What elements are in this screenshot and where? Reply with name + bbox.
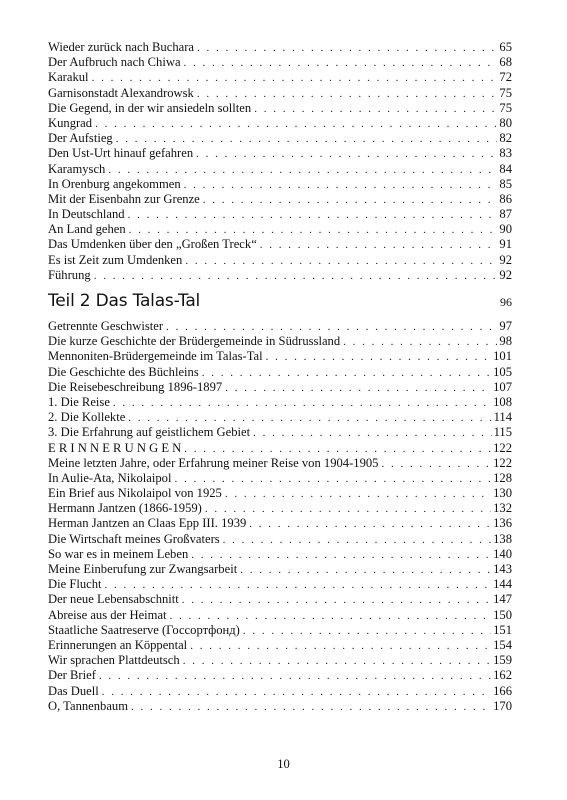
toc-entry [48,699,512,714]
toc-entry-title: Wieder zurück nach Buchara [48,40,194,54]
toc-entry-page: 128 [493,470,512,485]
toc-entry [48,501,512,516]
toc-entry-title: Meine Einberufung zur Zwangsarbeit [48,562,238,576]
toc-entry-page: 132 [493,501,512,516]
toc-entry [48,425,512,440]
dot-leader [170,609,492,624]
toc-entry [48,516,512,531]
toc-entry-page: 114 [493,410,512,425]
toc-entry-page: 107 [493,379,512,394]
toc-entry [48,70,512,85]
toc-entry-page: 91 [499,237,512,252]
toc-entry-page: 140 [493,546,512,561]
toc-entry-page: 166 [493,683,512,698]
toc-entry [48,268,512,283]
dot-leader [116,132,498,147]
dot-leader [196,147,497,162]
dot-leader [225,487,491,502]
toc-entry-title: Die Flucht [48,577,102,592]
dot-leader [240,563,491,578]
toc-entry-page: 80 [499,115,512,130]
toc-entry-page: 138 [493,531,512,546]
dot-leader [105,578,492,593]
toc-entry [48,577,512,592]
toc-entry-page: 92 [499,267,512,282]
toc-entry [48,146,512,161]
toc-entry [48,471,512,486]
toc-entry-page: 86 [499,191,512,206]
toc-entry-page: 92 [499,252,512,267]
toc-entry-title: Mennoniten-Brüdergemeinde im Talas-Tal [48,349,263,364]
toc-entry-page: 97 [499,319,512,333]
toc-entry-page: 83 [499,146,512,161]
toc-entry-title: Der Brief [48,668,96,683]
toc-entry-page: 122 [493,440,512,455]
dot-leader [95,117,497,132]
dot-leader [184,442,491,457]
toc-entry-page: 108 [493,394,512,409]
toc-entry-title: E R I N N E R U N G E N [48,440,182,455]
toc-entry-page: 151 [493,622,512,637]
toc-entry [48,486,512,501]
toc-entry-title: Getrennte Geschwister [48,319,164,333]
dot-leader [94,269,498,284]
toc-entry-title: Abreise aus der Heimat [48,607,167,622]
toc-entry-title: In Orenburg angekommen [48,176,181,191]
part-heading [48,291,512,315]
toc-entry [48,668,512,683]
toc-entry [48,349,512,364]
dot-leader [174,472,491,487]
toc-entry [48,547,512,562]
toc-entry [48,192,512,207]
toc-entry-title: Die Reisebeschreibung 1896-1897 [48,379,223,394]
toc-entry [48,86,512,101]
toc-entry [48,334,512,349]
part-page-number: 96 [500,295,512,309]
dot-leader [182,593,491,608]
toc-entry-title: Der Aufbruch nach Chiwa [48,55,181,70]
dot-leader [92,71,498,86]
toc-entry-title: Kungrad [48,115,93,130]
toc-entry-page: 154 [493,637,512,652]
toc-entry [48,653,512,668]
toc-entry [48,638,512,653]
dot-leader [184,56,498,71]
toc-entry [48,253,512,268]
dot-leader [191,548,491,563]
dot-leader [129,223,498,238]
toc-entry [48,562,512,577]
toc-entry-title: Der neue Lebensabschnitt [48,592,179,607]
toc-entry-page: 130 [493,486,512,501]
toc-entry-title: Die kurze Geschichte der Brüdergemeinde in Südrussland [48,334,341,349]
toc-entry-title: Meine letzten Jahre, oder Erfahrung meiner Reise von 1904-1905 [48,455,379,470]
toc-entry-page: 144 [493,577,512,592]
dot-leader [266,350,492,365]
toc-entry-title: Es ist Zeit zum Umdenken [48,252,183,267]
toc-entry [48,365,512,380]
toc-entry [48,410,512,425]
dot-leader [253,426,491,441]
toc-section-part1 [48,40,512,283]
toc-entry-page: 75 [499,85,512,100]
toc-entry-title: An Land gehen [48,222,126,237]
dot-leader [223,533,491,548]
toc-entry-title: Garnisonstadt Alexandrowsk [48,85,194,100]
toc-entry [48,532,512,547]
dot-leader [185,254,497,269]
toc-entry-title: In Deutschland [48,207,125,222]
toc-entry-title: Führung [48,267,91,282]
toc-entry-page: 159 [493,653,512,668]
toc-entry [48,101,512,116]
dot-leader [381,457,491,472]
dot-leader [225,381,491,396]
toc-entry [48,608,512,623]
toc-entry-title: Wir sprachen Plattdeutsch [48,653,180,668]
toc-entry-page: 147 [493,592,512,607]
dot-leader [197,87,498,102]
toc-entry-title: So war es in meinem Leben [48,546,189,561]
toc-entry-title: 3. Die Erfahrung auf geistlichem Gebiet [48,425,251,440]
dot-leader [102,685,491,700]
toc-entry-title: Herman Jantzen an Claas Epp III. 1939 [48,516,247,531]
toc-entry [48,40,512,55]
toc-entry-title: O, Tannenbaum [48,698,129,713]
toc-entry-title: Die Wirtschaft meines Großvaters [48,531,220,546]
toc-entry [48,162,512,177]
dot-leader [197,41,497,56]
dot-leader [254,102,497,117]
toc-entry-page: 87 [499,207,512,222]
toc-entry [48,222,512,237]
toc-entry-title: Die Geschichte des Büchleins [48,364,199,379]
toc-entry-title: Das Umdenken über den „Großen Treck“ [48,237,257,252]
toc-entry-page: 65 [499,40,512,54]
toc-entry [48,55,512,70]
toc-entry-page: 75 [499,100,512,115]
toc-entry [48,116,512,131]
page-number: 10 [277,757,290,771]
toc-entry [48,237,512,252]
part-title: Teil 2 Das Talas-Tal [48,291,201,311]
toc-entry-title: Das Duell [48,683,99,698]
toc-section-part2 [48,319,512,714]
dot-leader [183,654,491,669]
dot-leader [205,502,491,517]
toc-entry [48,395,512,410]
toc-entry-title: 1. Die Reise [48,394,110,409]
toc-entry [48,131,512,146]
dot-leader [128,411,491,426]
toc-entry [48,177,512,192]
toc-entry-title: Erinnerungen an Köppental [48,637,188,652]
toc-entry [48,592,512,607]
toc-entry-title: Mit der Eisenbahn zur Grenze [48,191,200,206]
dot-leader [131,700,491,715]
toc-entry [48,380,512,395]
dot-leader [249,517,491,532]
dot-leader [166,320,497,335]
dot-leader [108,163,497,178]
toc-entry-page: 150 [493,607,512,622]
toc-entry-page: 85 [499,176,512,191]
toc-entry-page: 90 [499,222,512,237]
toc-entry-page: 162 [493,668,512,683]
dot-leader [99,669,491,684]
toc-entry-page: 72 [499,70,512,85]
toc-entry-title: Hermann Jantzen (1866-1959) [48,501,202,516]
table-of-contents [48,40,512,714]
toc-entry-title: Karakul [48,70,89,85]
dot-leader [343,335,497,350]
toc-entry-title: In Aulie-Ata, Nikolaipol [48,470,172,485]
toc-entry-page: 143 [493,562,512,576]
toc-entry-page: 98 [499,334,512,349]
toc-entry-title: Die Gegend, in der wir ansiedeln sollten [48,100,252,115]
toc-entry-title: Den Ust-Urt hinauf gefahren [48,146,194,161]
dot-leader [128,208,498,223]
dot-leader [243,624,491,639]
toc-entry [48,684,512,699]
dot-leader [260,238,498,253]
toc-entry [48,456,512,471]
toc-entry-page: 136 [493,516,512,531]
toc-entry-page: 82 [499,131,512,146]
toc-entry-page: 115 [493,425,512,440]
toc-entry-page: 122 [493,455,512,470]
toc-entry-title: Der Aufstieg [48,131,113,146]
toc-entry [48,319,512,334]
dot-leader [184,178,498,193]
toc-entry [48,441,512,456]
toc-entry-title: Staatliche Saatreserve (Госсортфонд) [48,622,240,637]
toc-entry [48,207,512,222]
section-spacer [48,283,512,291]
dot-leader [202,366,491,381]
toc-entry-page: 68 [499,55,512,70]
toc-entry-title: 2. Die Kollekte [48,410,126,425]
toc-entry-title: Ein Brief aus Nikolaipol von 1925 [48,486,222,501]
toc-entry-page: 84 [499,161,512,176]
toc-entry-title: Karamysch [48,161,106,176]
toc-entry-page: 101 [493,349,512,364]
toc-entry-page: 105 [493,364,512,379]
toc-entry-page: 170 [493,698,512,713]
dot-leader [190,639,491,654]
dot-leader [203,193,498,208]
dot-leader [113,396,491,411]
toc-entry [48,623,512,638]
